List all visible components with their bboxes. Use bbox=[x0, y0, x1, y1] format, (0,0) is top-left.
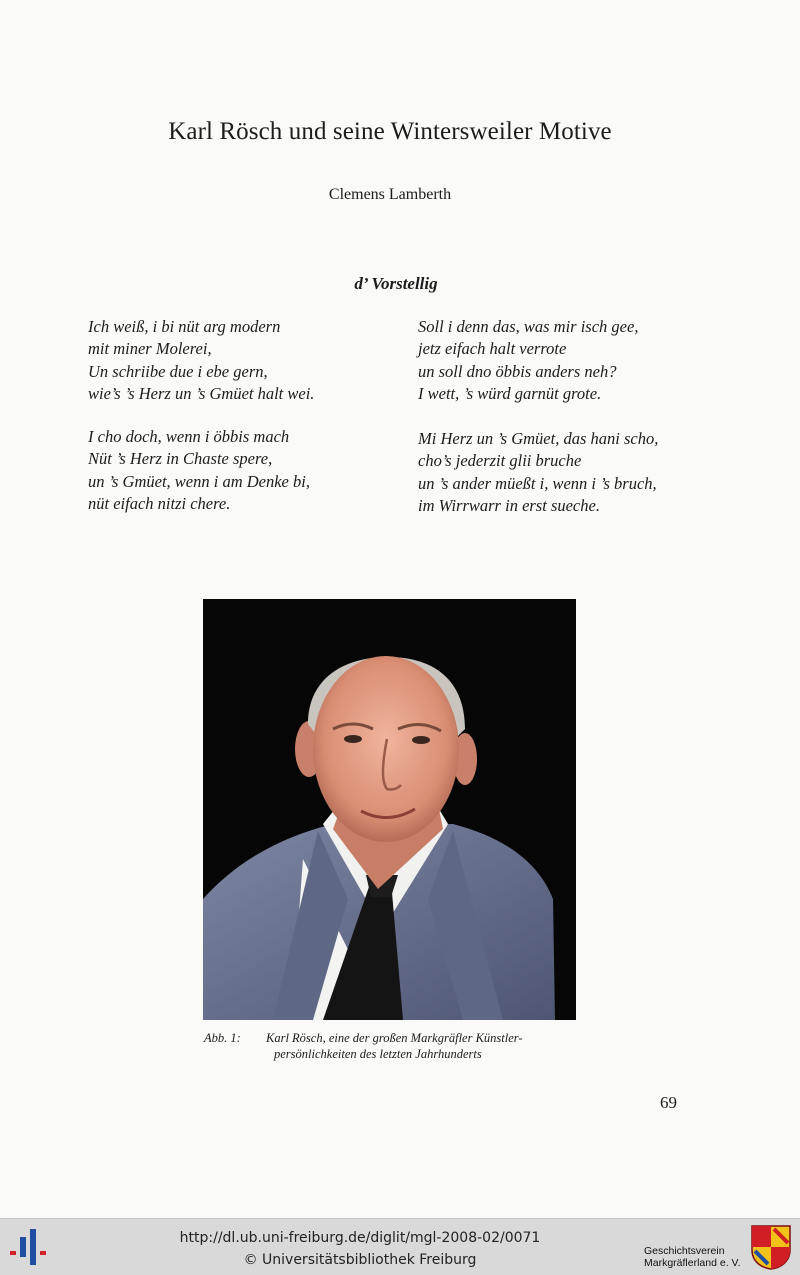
footer-copyright: © Universitätsbibliothek Freiburg bbox=[243, 1252, 477, 1268]
article-title: Karl Rösch und seine Wintersweiler Motive bbox=[168, 118, 612, 145]
poem-title: d’ Vorstellig bbox=[354, 274, 438, 293]
poem-stanza-4 bbox=[418, 428, 658, 517]
poem-line: im Wirrwarr in erst sueche. bbox=[418, 495, 600, 515]
caption-text-line1: Karl Rösch, eine der großen Markgräfler Künstler- bbox=[266, 1031, 523, 1045]
poem-line: jetz eifach halt verrote bbox=[418, 339, 567, 359]
poem-line: un soll dno öbbis anders neh? bbox=[418, 361, 617, 381]
poem-stanza-2 bbox=[418, 316, 638, 405]
footer-bar bbox=[0, 1218, 800, 1275]
portrait-photo bbox=[203, 599, 576, 1020]
society-name-line2: Markgräflerland e. V. bbox=[644, 1257, 741, 1269]
poem-line: Nüt ’s Herz in Chaste spere, bbox=[88, 449, 273, 469]
poem-line: I wett, ’s würd garnüt grote. bbox=[418, 383, 602, 403]
poem-line: cho’s jederzit glii bruche bbox=[418, 451, 582, 471]
society-name-line1: Geschichtsverein bbox=[644, 1245, 725, 1257]
poem-line: wie’s ’s Herz un ’s Gmüet halt wei. bbox=[88, 383, 315, 403]
footer-url-link[interactable]: http://dl.ub.uni-freiburg.de/diglit/mgl-2008-02/0071 bbox=[179, 1230, 541, 1246]
caption-text-line2: persönlichkeiten des letzten Jahrhunderts bbox=[274, 1047, 482, 1061]
poem-line: nüt eifach nitzi chere. bbox=[88, 493, 231, 513]
article-author: Clemens Lamberth bbox=[328, 186, 452, 203]
poem-line: I cho doch, wenn i öbbis mach bbox=[88, 427, 290, 446]
poem-line: Soll i denn das, was mir isch gee, bbox=[418, 317, 639, 336]
society-name bbox=[644, 1245, 741, 1269]
caption-first-line bbox=[204, 1030, 584, 1046]
coat-of-arms-icon bbox=[750, 1224, 792, 1270]
portrait-illustration bbox=[203, 599, 576, 1020]
figure-caption bbox=[204, 1030, 584, 1062]
poem-stanza-3 bbox=[88, 426, 310, 515]
poem-line: Mi Herz un ’s Gmüet, das hani scho, bbox=[418, 429, 659, 448]
poem-stanza-1 bbox=[88, 316, 314, 405]
figure-label: Abb. 1: bbox=[204, 1031, 241, 1045]
poem-line: Un schriibe due i ebe gern, bbox=[88, 361, 268, 381]
page-number: 69 bbox=[660, 1093, 677, 1112]
poem-line: mit miner Molerei, bbox=[88, 339, 212, 359]
poem-line: un ’s ander müeßt i, wenn i ’s bruch, bbox=[418, 473, 657, 493]
poem-line: Ich weiß, i bi nüt arg modern bbox=[88, 317, 281, 336]
poem-line: un ’s Gmüet, wenn i am Denke bi, bbox=[88, 471, 310, 491]
library-logo-icon bbox=[10, 1227, 52, 1267]
